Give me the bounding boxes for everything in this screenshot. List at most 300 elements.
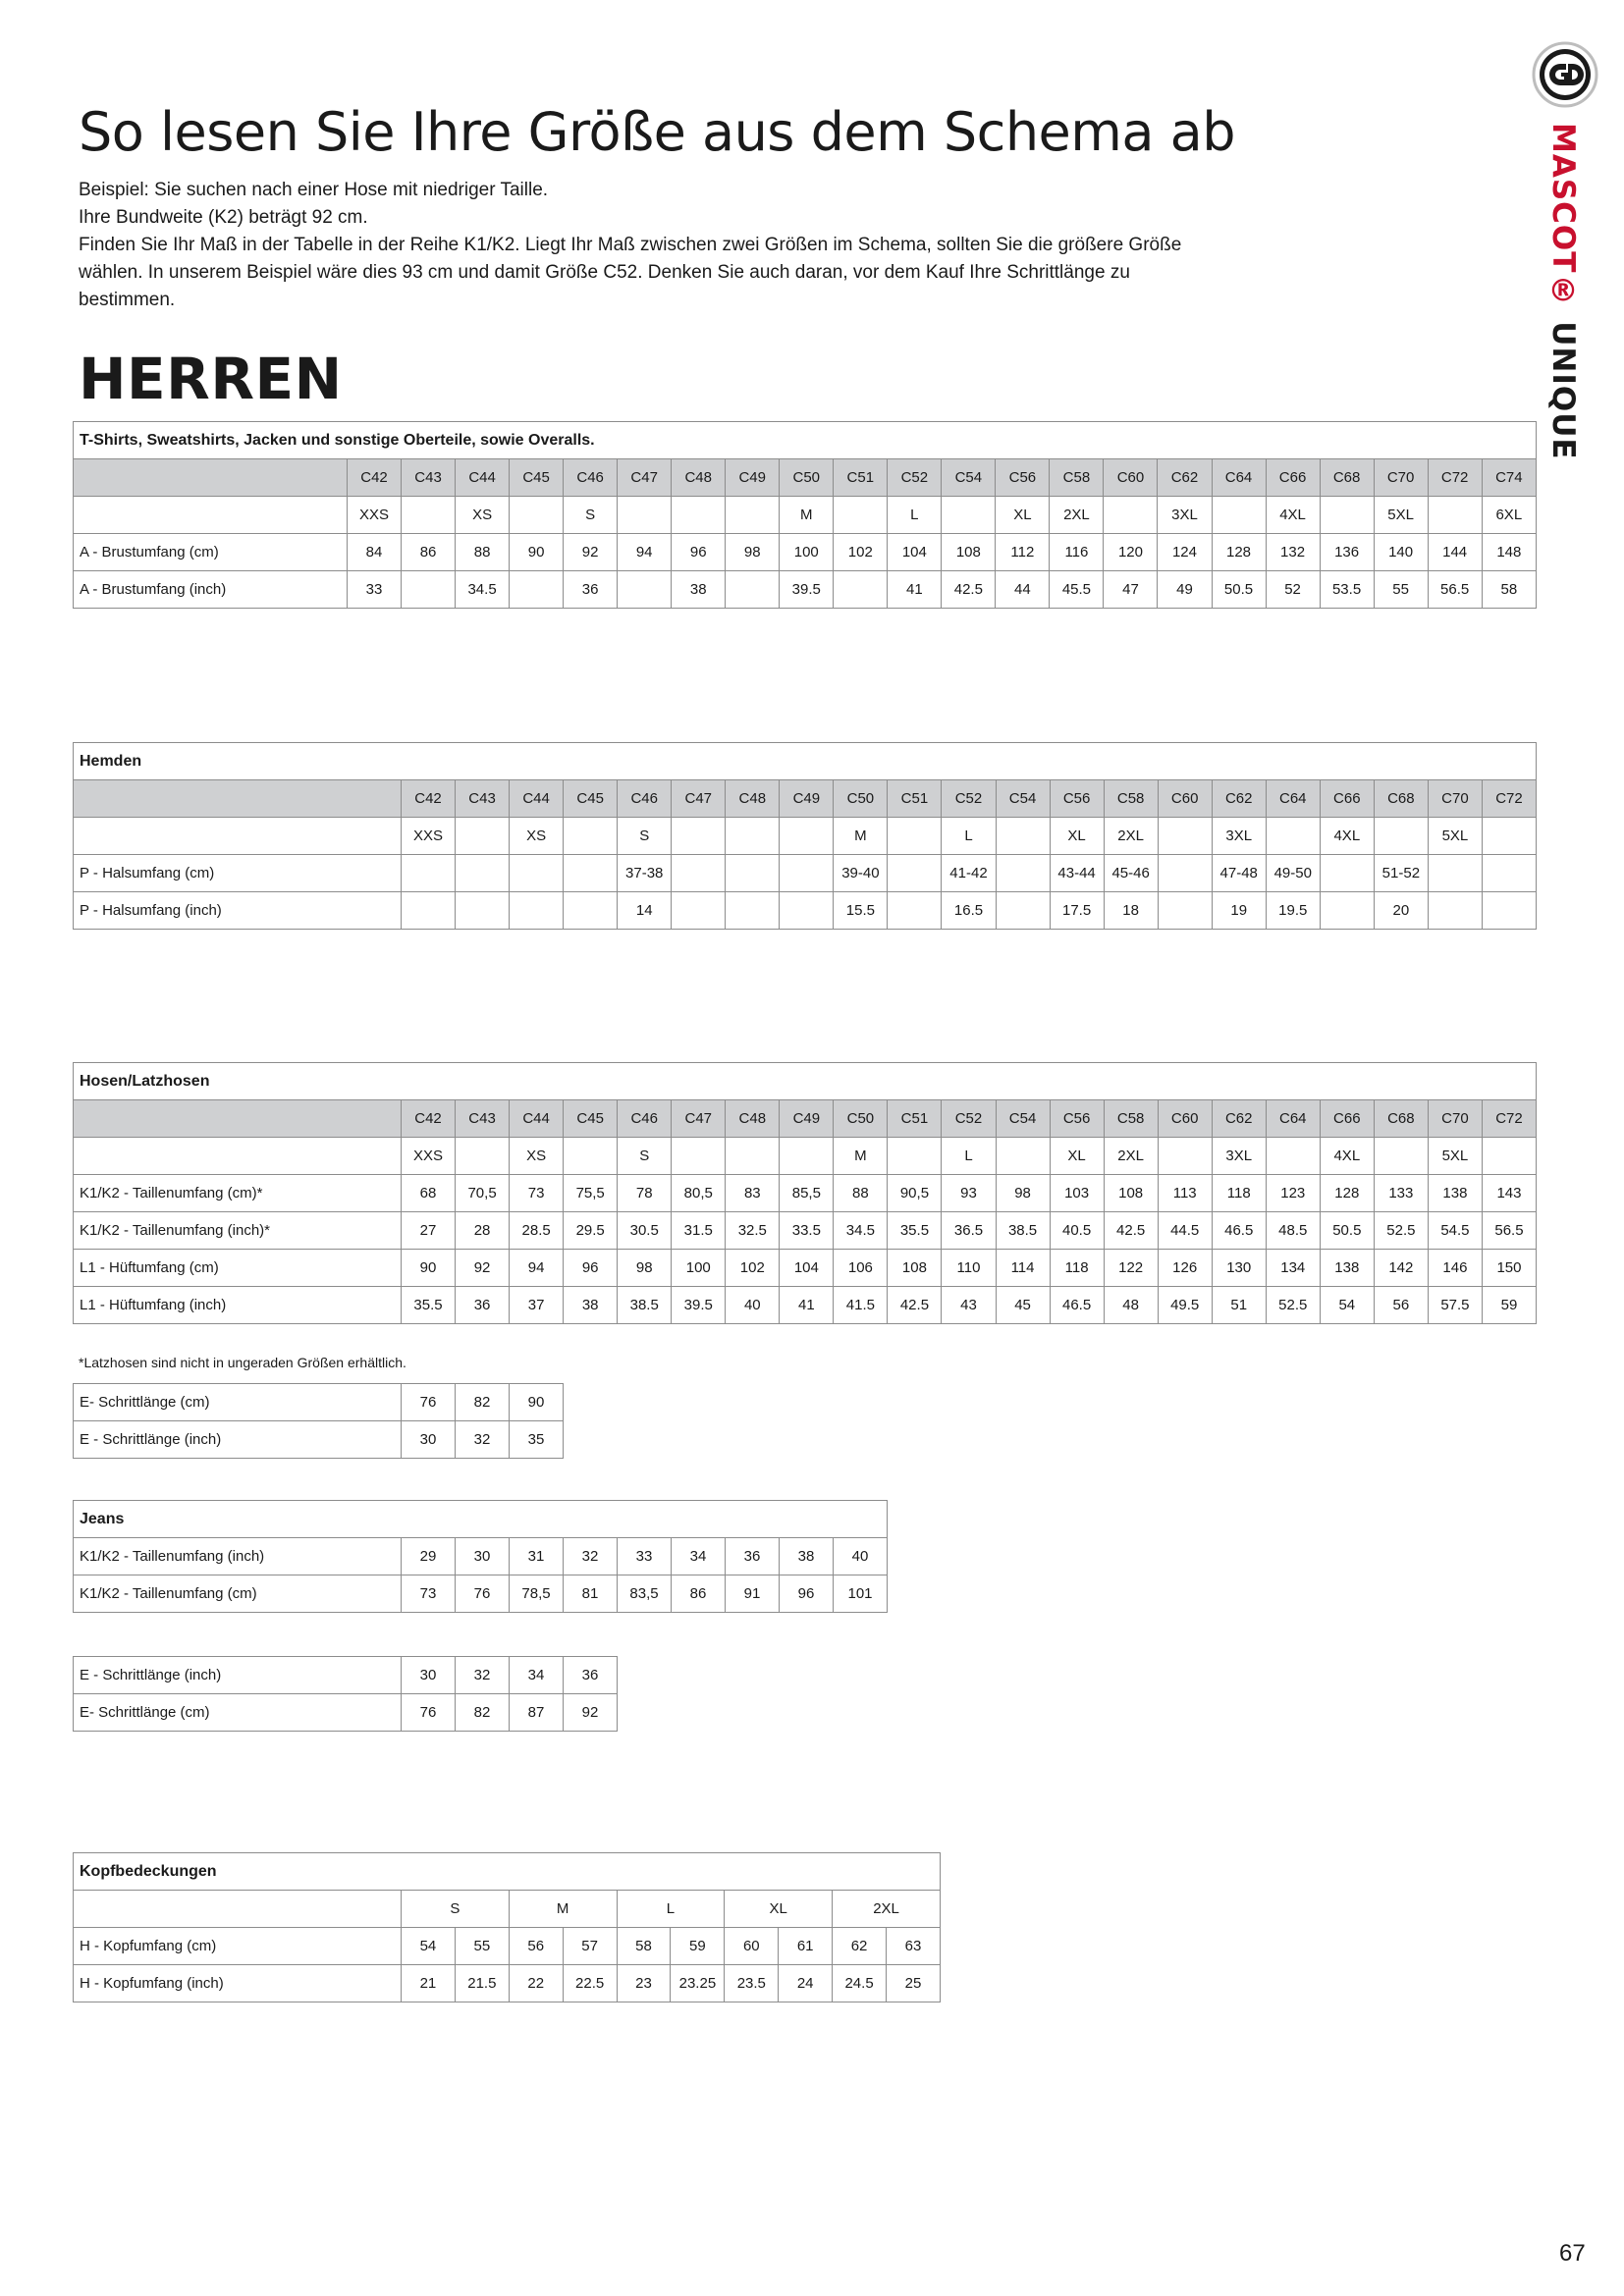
letter-size-cell	[1374, 1138, 1428, 1175]
letter-size-cell: S	[564, 497, 618, 534]
value-cell: 130	[1212, 1250, 1266, 1287]
letter-size-cell	[1158, 818, 1212, 855]
value-cell: 150	[1482, 1250, 1536, 1287]
value-cell	[618, 571, 672, 609]
letter-size-row	[74, 1138, 1537, 1175]
size-code-cell: C51	[888, 1100, 942, 1138]
value-cell: 98	[618, 1250, 672, 1287]
size-code-cell: C66	[1266, 459, 1320, 497]
size-code-cell: C46	[618, 1100, 672, 1138]
value-cell: 61	[779, 1928, 833, 1965]
value-cell: 113	[1158, 1175, 1212, 1212]
intro-line: Beispiel: Sie suchen nach einer Hose mit niedriger Taille.	[79, 180, 549, 200]
letter-size-cell: 3XL	[1212, 818, 1266, 855]
letter-size-cell	[726, 818, 780, 855]
value-cell: 144	[1428, 534, 1482, 571]
value-cell: 83	[726, 1175, 780, 1212]
tshirts-table-block	[73, 421, 1537, 609]
row-label: K1/K2 - Taillenumfang (inch)	[74, 1538, 402, 1575]
letter-size-cell: S	[618, 818, 672, 855]
value-cell: 35.5	[888, 1212, 942, 1250]
header-label-cell	[74, 1100, 402, 1138]
value-cell: 93	[942, 1175, 996, 1212]
intro-line: wählen. In unserem Beispiel wäre dies 93 cm und damit Größe C52. Denken Sie auch daran, vor dem Kauf Ihre Schrittlänge zu	[79, 262, 1130, 283]
table-row	[74, 855, 1537, 892]
table-caption-row	[74, 1853, 941, 1891]
value-cell: 100	[672, 1250, 726, 1287]
value-cell: 102	[834, 534, 888, 571]
letter-size-cell	[888, 818, 942, 855]
size-group-cell: XL	[725, 1891, 833, 1928]
size-code-cell: C43	[456, 780, 510, 818]
value-cell: 17.5	[1050, 892, 1104, 930]
value-cell: 49	[1158, 571, 1212, 609]
value-cell: 15.5	[834, 892, 888, 930]
letter-size-cell	[564, 1138, 618, 1175]
value-cell: 37	[510, 1287, 564, 1324]
row-label: H - Kopfumfang (inch)	[74, 1965, 402, 2002]
size-code-cell: C58	[1050, 459, 1104, 497]
intro-line: bestimmen.	[79, 290, 176, 310]
size-code-cell: C48	[726, 780, 780, 818]
size-code-cell: C58	[1104, 780, 1158, 818]
value-cell: 56	[509, 1928, 563, 1965]
value-cell	[780, 855, 834, 892]
value-cell: 84	[348, 534, 402, 571]
value-cell	[1158, 892, 1212, 930]
size-code-cell: C52	[942, 1100, 996, 1138]
value-cell: 123	[1266, 1175, 1320, 1212]
size-code-cell: C60	[1158, 1100, 1212, 1138]
row-label: L1 - Hüftumfang (inch)	[74, 1287, 402, 1324]
value-cell	[726, 571, 780, 609]
letter-size-cell: M	[834, 818, 888, 855]
value-cell: 55	[1374, 571, 1428, 609]
value-cell: 40.5	[1050, 1212, 1104, 1250]
hemden-size-table	[73, 742, 1537, 930]
letter-size-cell	[834, 497, 888, 534]
value-cell: 58	[1482, 571, 1536, 609]
value-cell: 132	[1266, 534, 1320, 571]
size-code-cell: C42	[348, 459, 402, 497]
table-row	[74, 1575, 888, 1613]
jeans-size-table	[73, 1500, 888, 1613]
value-cell: 34.5	[456, 571, 510, 609]
value-cell: 76	[402, 1384, 456, 1421]
value-cell: 50.5	[1212, 571, 1266, 609]
letter-size-cell	[672, 1138, 726, 1175]
size-code-cell: C70	[1428, 1100, 1482, 1138]
value-cell: 106	[834, 1250, 888, 1287]
value-cell: 31	[510, 1538, 564, 1575]
letter-size-cell	[456, 818, 510, 855]
size-code-cell: C43	[456, 1100, 510, 1138]
letter-size-cell: 6XL	[1482, 497, 1536, 534]
value-cell	[672, 892, 726, 930]
value-cell: 59	[671, 1928, 725, 1965]
value-cell: 41	[888, 571, 942, 609]
table-row	[74, 1694, 618, 1732]
row-label: A - Brustumfang (cm)	[74, 534, 348, 571]
size-code-cell: C44	[510, 1100, 564, 1138]
value-cell: 90	[402, 1250, 456, 1287]
value-cell: 52.5	[1374, 1212, 1428, 1250]
size-group-row	[74, 1891, 941, 1928]
size-code-cell: C49	[780, 780, 834, 818]
value-cell: 112	[996, 534, 1050, 571]
value-cell: 57.5	[1428, 1287, 1482, 1324]
value-cell: 62	[833, 1928, 887, 1965]
table-row	[74, 892, 1537, 930]
value-cell: 34	[672, 1538, 726, 1575]
value-cell: 38	[672, 571, 726, 609]
size-code-cell: C45	[564, 1100, 618, 1138]
value-cell	[402, 855, 456, 892]
value-cell: 24	[779, 1965, 833, 2002]
size-code-cell: C47	[672, 1100, 726, 1138]
table-row	[74, 1175, 1537, 1212]
size-code-cell: C44	[510, 780, 564, 818]
value-cell: 40	[834, 1538, 888, 1575]
size-group-cell: M	[509, 1891, 617, 1928]
value-cell: 32	[456, 1657, 510, 1694]
size-code-cell: C51	[834, 459, 888, 497]
value-cell: 81	[564, 1575, 618, 1613]
letter-size-cell	[942, 497, 996, 534]
table-caption: Kopfbedeckungen	[74, 1853, 941, 1891]
value-cell: 25	[887, 1965, 941, 2002]
value-cell: 48.5	[1266, 1212, 1320, 1250]
value-cell: 41	[780, 1287, 834, 1324]
row-label: H - Kopfumfang (cm)	[74, 1928, 402, 1965]
value-cell: 83,5	[618, 1575, 672, 1613]
table-row	[74, 534, 1537, 571]
table-caption: Hemden	[74, 743, 1537, 780]
value-cell: 19.5	[1266, 892, 1320, 930]
size-code-cell: C56	[1050, 780, 1104, 818]
row-label: P - Halsumfang (cm)	[74, 855, 402, 892]
value-cell: 98	[996, 1175, 1050, 1212]
value-cell: 70,5	[456, 1175, 510, 1212]
value-cell: 44	[996, 571, 1050, 609]
table-row	[74, 1538, 888, 1575]
value-cell: 34.5	[834, 1212, 888, 1250]
letter-size-row	[74, 497, 1537, 534]
value-cell: 59	[1482, 1287, 1536, 1324]
value-cell: 118	[1050, 1250, 1104, 1287]
letter-size-cell	[510, 497, 564, 534]
letter-size-cell	[780, 1138, 834, 1175]
letter-size-cell	[1158, 1138, 1212, 1175]
value-cell: 20	[1374, 892, 1428, 930]
row-label: P - Halsumfang (inch)	[74, 892, 402, 930]
letter-size-cell	[1266, 1138, 1320, 1175]
row-label: A - Brustumfang (inch)	[74, 571, 348, 609]
value-cell: 148	[1482, 534, 1536, 571]
size-code-cell: C45	[510, 459, 564, 497]
header-label-cell	[74, 1891, 402, 1928]
letter-size-cell: XL	[996, 497, 1050, 534]
value-cell: 118	[1212, 1175, 1266, 1212]
value-cell: 36	[564, 1657, 618, 1694]
size-code-cell: C60	[1158, 780, 1212, 818]
value-cell: 108	[942, 534, 996, 571]
size-code-cell: C50	[780, 459, 834, 497]
value-cell: 58	[617, 1928, 671, 1965]
letter-size-cell: 4XL	[1320, 818, 1374, 855]
letter-size-cell: 3XL	[1158, 497, 1212, 534]
value-cell: 57	[563, 1928, 617, 1965]
value-cell: 108	[1104, 1175, 1158, 1212]
value-cell: 33.5	[780, 1212, 834, 1250]
schritt-jeans-block	[73, 1656, 618, 1732]
value-cell: 73	[510, 1175, 564, 1212]
value-cell: 133	[1374, 1175, 1428, 1212]
header-label-cell	[74, 1138, 402, 1175]
value-cell: 60	[725, 1928, 779, 1965]
value-cell: 42.5	[942, 571, 996, 609]
row-label: E- Schrittlänge (cm)	[74, 1694, 402, 1732]
value-cell: 33	[618, 1538, 672, 1575]
value-cell: 38	[780, 1538, 834, 1575]
letter-size-cell	[1320, 497, 1374, 534]
value-cell	[780, 892, 834, 930]
letter-size-cell: XXS	[348, 497, 402, 534]
value-cell	[564, 892, 618, 930]
size-group-cell: L	[617, 1891, 725, 1928]
value-cell: 29.5	[564, 1212, 618, 1250]
table-row	[74, 1928, 941, 1965]
value-cell: 39.5	[780, 571, 834, 609]
letter-size-cell: 2XL	[1104, 818, 1158, 855]
value-cell: 56.5	[1428, 571, 1482, 609]
size-code-row	[74, 459, 1537, 497]
value-cell: 30	[456, 1538, 510, 1575]
row-label: E- Schrittlänge (cm)	[74, 1384, 402, 1421]
table-row	[74, 1657, 618, 1694]
value-cell: 114	[996, 1250, 1050, 1287]
letter-size-cell	[888, 1138, 942, 1175]
letter-size-cell	[402, 497, 456, 534]
value-cell	[996, 892, 1050, 930]
value-cell: 23.25	[671, 1965, 725, 2002]
value-cell: 138	[1320, 1250, 1374, 1287]
value-cell: 33	[348, 571, 402, 609]
value-cell	[564, 855, 618, 892]
letter-size-cell	[996, 1138, 1050, 1175]
size-code-cell: C70	[1374, 459, 1428, 497]
value-cell	[1482, 892, 1536, 930]
letter-size-cell: 2XL	[1104, 1138, 1158, 1175]
size-code-cell: C72	[1482, 780, 1536, 818]
value-cell: 68	[402, 1175, 456, 1212]
value-cell: 21	[402, 1965, 456, 2002]
size-code-row	[74, 1100, 1537, 1138]
value-cell: 94	[510, 1250, 564, 1287]
value-cell: 47-48	[1212, 855, 1266, 892]
value-cell: 45.5	[1050, 571, 1104, 609]
value-cell: 51	[1212, 1287, 1266, 1324]
letter-size-cell: L	[942, 1138, 996, 1175]
table-caption-row	[74, 743, 1537, 780]
size-code-cell: C56	[1050, 1100, 1104, 1138]
letter-size-cell	[672, 497, 726, 534]
letter-size-cell	[1482, 818, 1536, 855]
value-cell: 19	[1212, 892, 1266, 930]
value-cell: 92	[564, 1694, 618, 1732]
letter-size-cell	[1428, 497, 1482, 534]
table-caption-row	[74, 422, 1537, 459]
kopf-size-table	[73, 1852, 941, 2002]
value-cell	[510, 855, 564, 892]
value-cell	[1320, 855, 1374, 892]
hosen-table-block	[73, 1062, 1537, 1324]
header-label-cell	[74, 818, 402, 855]
value-cell	[1428, 855, 1482, 892]
schritt-hosen-block	[73, 1383, 564, 1459]
brand-name: MASCOT	[1545, 123, 1581, 274]
brand-line: UNIQUE	[1545, 321, 1581, 460]
value-cell: 36	[726, 1538, 780, 1575]
size-code-cell: C51	[888, 780, 942, 818]
gd-logo-icon	[1532, 41, 1598, 108]
table-row	[74, 1287, 1537, 1324]
value-cell	[888, 892, 942, 930]
value-cell: 39-40	[834, 855, 888, 892]
page-title: So lesen Sie Ihre Größe aus dem Schema ab	[79, 101, 1235, 163]
letter-size-cell	[1374, 818, 1428, 855]
value-cell: 96	[672, 534, 726, 571]
letter-size-cell	[726, 497, 780, 534]
header-label-cell	[74, 497, 348, 534]
value-cell	[456, 855, 510, 892]
value-cell: 48	[1104, 1287, 1158, 1324]
size-code-cell: C64	[1212, 459, 1266, 497]
letter-size-cell: M	[780, 497, 834, 534]
value-cell: 96	[780, 1575, 834, 1613]
value-cell	[834, 571, 888, 609]
value-cell: 63	[887, 1928, 941, 1965]
value-cell: 40	[726, 1287, 780, 1324]
value-cell: 78	[618, 1175, 672, 1212]
size-code-cell: C46	[564, 459, 618, 497]
hosen-size-table	[73, 1062, 1537, 1324]
size-group-cell: S	[402, 1891, 510, 1928]
value-cell	[996, 855, 1050, 892]
value-cell: 52	[1266, 571, 1320, 609]
size-code-cell: C60	[1104, 459, 1158, 497]
letter-size-cell	[1212, 497, 1266, 534]
size-code-cell: C62	[1158, 459, 1212, 497]
size-code-cell: C72	[1482, 1100, 1536, 1138]
value-cell: 35.5	[402, 1287, 456, 1324]
value-cell	[510, 892, 564, 930]
letter-size-cell	[1104, 497, 1158, 534]
value-cell: 30.5	[618, 1212, 672, 1250]
intro-text	[79, 177, 1257, 314]
letter-size-cell	[996, 818, 1050, 855]
value-cell: 14	[618, 892, 672, 930]
table-caption: Hosen/Latzhosen	[74, 1063, 1537, 1100]
table-row	[74, 1250, 1537, 1287]
value-cell: 140	[1374, 534, 1428, 571]
kopf-table-block	[73, 1852, 941, 2002]
value-cell: 87	[510, 1694, 564, 1732]
value-cell: 41.5	[834, 1287, 888, 1324]
value-cell: 146	[1428, 1250, 1482, 1287]
letter-size-cell: XXS	[402, 1138, 456, 1175]
row-label: K1/K2 - Taillenumfang (cm)	[74, 1575, 402, 1613]
value-cell: 54	[1320, 1287, 1374, 1324]
size-code-cell: C58	[1104, 1100, 1158, 1138]
value-cell: 75,5	[564, 1175, 618, 1212]
value-cell: 54	[402, 1928, 456, 1965]
value-cell: 98	[726, 534, 780, 571]
value-cell: 100	[780, 534, 834, 571]
value-cell: 35	[510, 1421, 564, 1459]
size-code-cell: C52	[888, 459, 942, 497]
value-cell: 126	[1158, 1250, 1212, 1287]
value-cell: 120	[1104, 534, 1158, 571]
table-caption-row	[74, 1501, 888, 1538]
letter-size-cell: 4XL	[1320, 1138, 1374, 1175]
size-code-cell: C48	[672, 459, 726, 497]
letter-size-cell	[672, 818, 726, 855]
size-code-cell: C66	[1320, 780, 1374, 818]
value-cell: 39.5	[672, 1287, 726, 1324]
letter-size-cell: 5XL	[1428, 818, 1482, 855]
value-cell: 122	[1104, 1250, 1158, 1287]
value-cell: 42.5	[1104, 1212, 1158, 1250]
size-code-cell: C74	[1482, 459, 1536, 497]
value-cell: 38.5	[996, 1212, 1050, 1250]
value-cell: 24.5	[833, 1965, 887, 2002]
value-cell: 56.5	[1482, 1212, 1536, 1250]
letter-size-cell: XXS	[402, 818, 456, 855]
size-code-cell: C44	[456, 459, 510, 497]
intro-line: Finden Sie Ihr Maß in der Tabelle in der Reihe K1/K2. Liegt Ihr Maß zwischen zwei Größen im Schema, sollten Sie die größere Größe	[79, 235, 1182, 255]
letter-size-cell	[564, 818, 618, 855]
size-code-cell: C42	[402, 780, 456, 818]
letter-size-cell	[456, 1138, 510, 1175]
table-caption: Jeans	[74, 1501, 888, 1538]
value-cell: 51-52	[1374, 855, 1428, 892]
value-cell: 88	[834, 1175, 888, 1212]
value-cell	[726, 855, 780, 892]
letter-size-cell: M	[834, 1138, 888, 1175]
value-cell: 46.5	[1212, 1212, 1266, 1250]
letter-size-cell: XL	[1050, 1138, 1104, 1175]
size-code-cell: C68	[1374, 780, 1428, 818]
letter-size-cell	[1266, 818, 1320, 855]
value-cell: 80,5	[672, 1175, 726, 1212]
value-cell: 136	[1320, 534, 1374, 571]
row-label: L1 - Hüftumfang (cm)	[74, 1250, 402, 1287]
size-code-cell: C52	[942, 780, 996, 818]
value-cell: 55	[455, 1928, 509, 1965]
value-cell	[510, 571, 564, 609]
value-cell: 30	[402, 1421, 456, 1459]
value-cell: 82	[456, 1384, 510, 1421]
value-cell: 23	[617, 1965, 671, 2002]
value-cell: 31.5	[672, 1212, 726, 1250]
value-cell: 78,5	[510, 1575, 564, 1613]
value-cell: 22.5	[563, 1965, 617, 2002]
size-code-cell: C42	[402, 1100, 456, 1138]
value-cell: 90,5	[888, 1175, 942, 1212]
value-cell	[888, 855, 942, 892]
letter-size-cell	[780, 818, 834, 855]
